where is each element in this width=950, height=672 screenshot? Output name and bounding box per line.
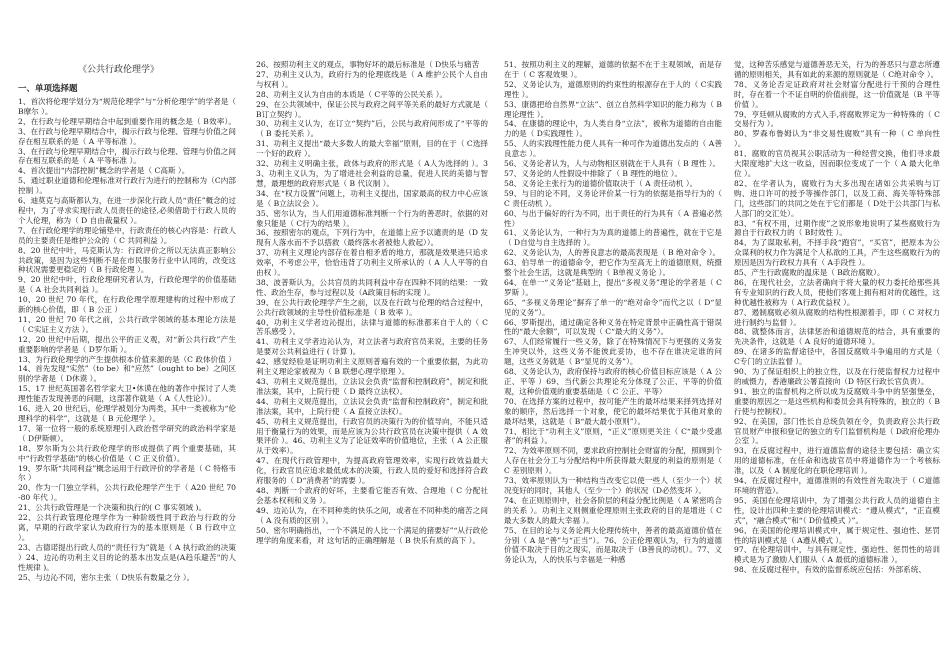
question-item: 9、20 世纪中叶，行政伦理研究者认为，行政伦理学的价值基础是（ A 社会共同利益 ）。: [18, 275, 236, 295]
question-item: 35、密尔认为，当人们用道德标准判断一个行为的善恶时，依据的对象只能是（ C行为的结果 ）。: [256, 208, 488, 228]
question-item: 16、进入 20 世纪后，伦理学被划分为两类，其中一类被称为“伦理科学的科学”，这就是（ B 元伦理学 ）。: [18, 404, 236, 423]
question-item: 51、按照功利主义的理解，道德的依据不在于主观领域，而是存在于（ C 客观效果 ）。: [504, 60, 722, 79]
question-item: 45、功利主义规范提出，行政官员的决策行为的价值导向，不能只适用于衡量行为的效果，而是应该为公共行政官员在决策中提供（ A 效果评价 ）。46、功利主义为了论证效率的价值地位，主张（ A 公正服从于效率）。: [256, 416, 488, 456]
question-item: 97、在伦理培训中，与具有规定性、强迫性、惩罚性的培训模式是为了激励人们服从（ A 最低的道德标准 ）。: [734, 545, 940, 565]
question-item: 92、在美国，部门性长自总统负领在令，负责政府公共行政官员财产申报和登记的独立的专门监督机构是（ D政府伦理办公室 ）。: [734, 416, 940, 446]
question-item: 87、遏制腐败必须从腐败的结构性根源着手，即（ C 对权力进行制约与监督 ）。: [734, 307, 940, 327]
question-item: 41、功利主义学者边沁认为，对立法者与政府官员来说，主要的任务是要对公共利益进行 ( 计算 )。: [256, 337, 488, 357]
question-item: 18、罗尔斯为公共行政伦理学的形成提供了两个重要基础，其中“行政哲学基础”的核心价值是（ C 正义价值）。: [18, 443, 236, 463]
question-item: 60、与出于偏好的行为不同，出于责任的行为具有（ A 普遍必然性）: [504, 208, 722, 228]
question-item: 38、波普斯认为，公共官员的共同利益中存在四种不同的结果：一致性、政治生存，参与过程以及（A政策目标的实现 ）。: [256, 277, 488, 297]
question-item: 67、人们经常履行一些义务，除了在特殊情况下与更强的义务发生冲突以外，这些义务不能彼此妥协，也不存在谁决定谁的问题，这些义务就是（ B“显见的义务”）。: [504, 337, 722, 367]
question-item: 83、“有权不用，过期作废”之说形象地说明了某些腐败行为源自于行政权力的（ B时效性 ）。: [734, 218, 940, 238]
question-item: 66、罗斯提出，通过确定各种义务在特定背景中正确性高于错误性的“最大余额”，可以发现（ C“最大的义务”）。: [504, 317, 722, 337]
question-item: 85、产生行政腐败的温床是（ B政治腐败）。: [734, 268, 885, 278]
question-item: 80、罗森布鲁姆认为“非交易性腐败”具有一种（ C 单向性 ）。: [734, 129, 940, 149]
question-item: 90、为了保证组织上的独立性，以及在行使监督权力过程中的威慑力，香港廉政公署直接向（D 特区行政长官负责）。: [734, 367, 940, 386]
question-item: 82、在学者认为，腐败行为大多出现在诸如公共采购与订购、进口许可的授予等操作部门，以及工商、海关等特殊部门，这些部门的共同之处在于它们都是（ D处于公共部门与私人部门的交汇处）。: [734, 178, 940, 218]
question-item: 91、独立的监督机构之所以成为反腐败斗争中的坚强堡垒，重要的原因之一是这些机构和委员会具有特殊的，独立的（ B 行使与控制权）。: [734, 386, 940, 416]
question-item: 71、相比于“功利主义”原则，“正义”原则更关注（ C“最少受惠者”的利益 ）。: [504, 426, 722, 446]
question-item: 72、为效率原则不同，要求政府控制社会财富的分配，照顾到个人存在社会分工与分配结构中所获得最大限度的利益的原则是（ C 差别原则 ）。: [504, 446, 722, 476]
question-item: 63、伯导单一的道德命令，把它作为至高无上的道德原则，统摄整个社会生活，这就是典型的（ B单视义务论 ）。: [504, 258, 722, 278]
question-item: 14、首先发现“实然”（to be）和“应然”（ought to be）之间区别的学者是（ D休谟 ）。: [18, 364, 236, 384]
question-item: 觉，这种苦乐感觉与道德善恶无关，行为的善恶只与意志所遵循的原则相关，具有如此的来源的原则就是（ C绝对命令 ）。: [734, 60, 940, 79]
question-item: 55、人的实践理性能力使人具有一种可作为道德出发点的（ A善良意志 ）。: [504, 139, 722, 159]
question-item: 49、边沁认为，在不同种类的快乐之间，或者在不同种类的痛苦之间（ A 没有质的区别 ）。: [256, 505, 488, 525]
question-item: 96、在美国的伦理培训模式中，属于规定性、强迫性、惩罚性的培训模式是（ A遵从模式 ）。: [734, 525, 940, 545]
question-item: 22、公共行政管理伦理学作为一种阶级性同于政治与行政的分离，早期的行政学家认为政府行为的基本原则是（ B 行政中立 ）。: [18, 513, 236, 542]
question-item: 10、20 世纪 70 年代，在行政伦理学原理建构的过程中形成了新的核心价值，即（ B 公正 ）: [18, 295, 236, 315]
text-column-4: [734, 60, 940, 672]
question-item: 26、按照功利主义的观点，事物好坏的最后标准是（ D快乐与痛苦: [256, 60, 480, 69]
question-item: 53、康德把给自然界“立法”、创立自然科学知识的能力称为（ B理论理性 ）。: [504, 99, 722, 119]
question-item: 57、义务论的人性假设中排除了（ B 理性的地位 ）。: [504, 168, 683, 178]
question-item: 34、在“权力设置”问题上，功利主义提出，国家最高的权力中心应该是（ B立法议会 ）。: [256, 188, 488, 208]
question-item: 86、在现代社会，立法者确向于将大量的权力委托给那些具有专业知识的行政人员，使他们客观上拥有相对的优越性，这种优越性被称为（ A行政优益权 ）。: [734, 277, 940, 307]
question-item: 7、在行政伦理学的理论铺垫中，行政责任的核心内容是：行政人员的主要责任是维护公众的（ C 共同利益 ）。: [18, 225, 236, 245]
question-item: 62、义务论认为，人的善良意志的最高表现是（ B 绝对命令 ）。: [504, 248, 721, 258]
question-item: 30、功利主义认为，在订立“契约”后，公民与政府间形成了“平等的（ B 委托关系 ）。: [256, 119, 488, 139]
question-item: 81、腐败的官员视其公职活动为一种经营交换，他们寻求最大限度地扩大这一收益，因而职位变成了一个（ A 最大化单位 ）。: [734, 149, 940, 178]
question-item: 70、在选择方案的过程中，按可能产生的最坏结果来择列选择对象的顺序，然后选择一个对象，使它的最坏结果优于其他对象的最坏结果，这就是（ B“最大最小原则”）。: [504, 396, 722, 426]
question-item: 50、密尔明确指出，一个不满足的人比一个满足的猪要好”“从行政伦理学的角度来看，对 这句话的正确理解是（ B 快乐有质的高下 ）。: [256, 525, 488, 545]
question-item: 11、20 世纪 70 年代之前，公共行政学领域的基本理论方法是（ C实证主义方法 ）。: [18, 314, 236, 334]
text-column-1: [18, 60, 236, 672]
question-item: 95、美国在伦理培训中，为了增强公共行政人员的道德自主性，设计出四种主要的伦理培训模式：“遵从模式”，“正直模式”，“融合模式”和“（ D价值模式 ）”。: [734, 495, 940, 525]
question-item: 3、在行政与伦理早期结合中，揭示行政与伦理、管理与价值之间存在相互联系的是（ A 平等标准 ）。: [18, 146, 236, 166]
question-item: 64、在单一“义务论”基础上，提出“多视义务”理论的学者是（ C罗斯 ）。: [504, 277, 722, 297]
question-item: 28、功利主义认为自由的本质是（ C平等的公民关系 ）。: [256, 89, 448, 99]
question-item: 65、“多视义务理论”摒弃了单一的“绝对命令”而代之以（ D“显见的义务”）。: [504, 297, 722, 317]
document-title: 《公共行政伦理学》: [78, 65, 160, 75]
question-item: 84、为了谋取私利，不择手段“跑官”，“买官”，把原本为公众谋利的权力作为满足个人私欲的工具，产生这些腐败行为的原因是因为行政权力具有（ A手段性 ）。: [734, 238, 940, 268]
question-item: 54、在康德的理论中，为人类自身“立法”，被称为道德的自由能力的是（ D实践理性 ）。: [504, 119, 722, 139]
question-item: 74、在正则原则中，社会各阶层的利益分配比例是（ A 紧密呜合的关系 ）。功利主义则侧重伦理原则主张政府的目的是增进（ C最大多数人的最大幸福 ）。: [504, 495, 722, 525]
question-item: 59、与目的论不同，义务论评价某一行为的依据是指导行为的（ C 责任动机 ）。: [504, 188, 722, 208]
question-item: 21、公共行政管理是一个决策和执行的( C 事实领域 )。: [18, 503, 207, 513]
question-item: 39、在公共行政伦理学产生之前，以及在行政与伦理的结合过程中，公共行政领域的主导性价值标准是（ B 效率 ）。: [256, 297, 488, 317]
column-3-items: [504, 60, 722, 565]
question-item: 12、20 世纪中后期，提出公平的正义观，对“新公共行政”产生重要影响的学者是（ D罗尔斯 ）。: [18, 334, 236, 354]
question-item: 42、感觉经验是证明功利主义原则普遍有效的一个重要依据，为此功利主义理论家被视为（ B 联想心理学原理 ）。: [256, 357, 488, 377]
question-item: 13、为行政伦理学的产生提供根本价值来源的是（C 政体价值 ）: [18, 354, 236, 364]
question-item: 44、功利主义规范提出，立法议会负责“监督和控制政府”，制定和批准法案，其中，上院行使（ A 直接立法权）。: [256, 396, 488, 416]
question-item: 68、义务论认为，政府保持与政府的核心价值目标应该是（ A 公正、平等 ）69、当代新公共理论充分体现了公正、平等的价值观，这种价值观的重要基础是（ C 公正、平等）: [504, 367, 722, 396]
question-item: 88、就整体而言，法律惩治和道德规范的结合，具有重要的先决条件，这就是（ A 良好的道德环境 ）。: [734, 327, 940, 347]
question-item: 20、作为一门独立学科，公共行政伦理学产生于（ A20 世纪 70-80 年代 ）。: [18, 483, 236, 503]
question-item: 58、义务论主张行为的道德价值取决于（ A 责任动机 ）。: [504, 178, 698, 188]
question-item: 4、首次提出“内部控制”概念的学者是（ C高斯 ）。: [18, 166, 190, 176]
question-item: 8、20 世纪中叶，马克斯认为：行政评价之所以无法真正影响公共政策，是因为这些判断不是在市民服务行业中认同的，改变这种状况需要更稳定的（ B 行政伦理 ）。: [18, 245, 236, 275]
question-item: 75、在目的论与义务论两大伦理传统中，善者的最高道德价值在分别（ A 是“善”与“正当”）。76、公正伦理观认为，行为的道德价值不取决于目的之现实，而是取决于（B善良的动机）。77、义务论认为，人的快乐与幸福是一种感: [504, 525, 722, 565]
question-item: 78、义务论否定证政府对社会财富分配进行干预的合理性时，存在着一个不证自明的价值前提，这一价值就是（B 平等价值 ）。: [734, 79, 940, 109]
column-4-items: [734, 60, 940, 575]
question-item: 36、按照密尔的观点，下列行为中，在道德上应予以谴责的是（D 发现有人落水而不予以搭救（最终落水者被他人救起））。: [256, 228, 488, 248]
question-item: 31、功利主义提出“最大多数人的最大幸福”原则，目的在于（ C选择一个好的政府 ）。: [256, 139, 488, 159]
question-item: 52、义务论认为，道德原则的约束性的根源存在于人的（ C实践理性 ）。: [504, 79, 722, 99]
section-heading: 一、单项选择题: [18, 84, 78, 94]
question-item: 47、在现代行政管理中，为提高政府管理效率，实现行政效益最大化，行政官员应追求最低成本的决策，行政人员的爱好和选择符合政府服务的（ D“消费者”的需要 ）。: [256, 456, 488, 486]
question-item: 1、首次将伦理学划分为“规范伦理学”与“分析伦理学”的学者是（ B摩尔 ）。: [18, 97, 236, 116]
question-item: 94、在反腐过程中，道德准则的有效性首先取决于（ C道德环境的营造）。: [734, 476, 940, 495]
text-column-2: [256, 60, 488, 672]
question-item: 79、亨廷顿从腐败的方式入手,将腐败界定为一种特殊的（ C交易行为 ）。: [734, 109, 940, 129]
question-item: 19、罗尔斯“共同利益”概念运用于行政评价的学者是（ C 特格韦尔 ）: [18, 463, 236, 483]
question-item: 25、与边沁不同，密尔主张（ D快乐有数量之分 ）。: [18, 572, 195, 582]
question-item: 2、在行政与伦理早期结合中起到重要作用的概念是（ B效率）。3、在行政与伦理早期结合中，揭示行政与伦理、管理与价值之间存在相互联系的是（ A 平等标准 ）。: [18, 116, 236, 146]
question-item: 89、在诸多的监督途径中，各国反腐败斗争遍用的方式是（ C专门的立法监督 ）。: [734, 347, 940, 367]
question-item: 5、通过职业道德和伦理标准对行政行为进行的控制称为（C内部控制 ）。: [18, 176, 236, 196]
question-item: 29、在公共领域中，保证公民与政府之间平等关系的最好方式就是（ B订立契约 ）。: [256, 99, 488, 119]
question-item: 32、功利主义明确主张，政体与政府的形式是（ A人为选择的 ）。33、功利主义认为，为了增进社会利益的总量，促进人民的美德与智慧，最理想的政府形式是（ B 代议制 ）。: [256, 159, 488, 188]
question-item: 48、判断一个政府的好坏，主要看它能否有效、合理地（ C 分配社会基本权利和义务 ）。: [256, 485, 488, 505]
question-item: 93、在反腐过程中，进行道德监督的途径主要包括：确立实用的道德标准，在任命和选拔官员中将道德作为一个考核标准，以及（ A 制度化的在职伦理培训 ）。: [734, 446, 940, 476]
text-column-3: [504, 60, 722, 672]
question-item: 43、功利主义规范提出，立法议会负责“监督和控制政府”，制定和批准法案，其中，上院行使（ D 最终立法权）。: [256, 377, 488, 396]
column-1-items: [18, 97, 236, 582]
question-item: 15、17 世纪英国著名哲学家大卫•休谟在他的著作中探讨了人类理性能否发现善恶的问题，这部著作就是（ A《人性论》）。: [18, 384, 236, 404]
question-item: 61、义务论认为，一种行为为真的道德上的普遍性，就在于它是（ D自觉与自主选择的 ）。: [504, 228, 722, 248]
question-item: 17、第一位将一般的系统原理引入政治哲学研究的政治科学家是（ D伊斯顿）。: [18, 423, 236, 443]
question-item: 73、效率原则认为一种结构当改变它以使一些人（至少一个）状况变好的同时，其他人（至少一个）的状况（D必然变坏 ）。: [504, 476, 722, 495]
question-item: 6、迪莫克与高斯都认为，在进一步深化行政人员“责任”概念的过程中，为了寻求实现行政人员责任的途径,必须借助于行政人员的个人伦理，称为（ D 自由裁量权 ）。: [18, 196, 236, 225]
question-item: 37、功利主义理论内部存在着自相矛盾的地方，那就是效果进只追求效率，不考虑公平，恰恰违背了功利主义所承认的（ A 人人平等的自由权 ）。: [256, 248, 488, 278]
question-item: 23、古德诺提出行政人员的“责任行为”就是（ A 执行政治的决策 ）24、边沁的功利主义目的论的基本出发点是(A趋乐避苦"的人性规律 )。: [18, 542, 236, 572]
question-item: 27、功利主义认为，政府行为的伦理底线是（ A 维护公民个人自由与权利 ）。: [256, 69, 488, 89]
question-item: 40、功利主义学者边沁提出，法律与道德的标准都来自于人的（ C 苦乐感受 ）。: [256, 317, 488, 337]
question-item: 56、义务论者认为，人与动物相区别就在于人具有（ B 理性 ）。: [504, 159, 721, 169]
column-2-items: [256, 60, 488, 545]
question-item: 98、在反腐过程中，有效的监督系统应包括：外部系统、: [734, 565, 926, 575]
